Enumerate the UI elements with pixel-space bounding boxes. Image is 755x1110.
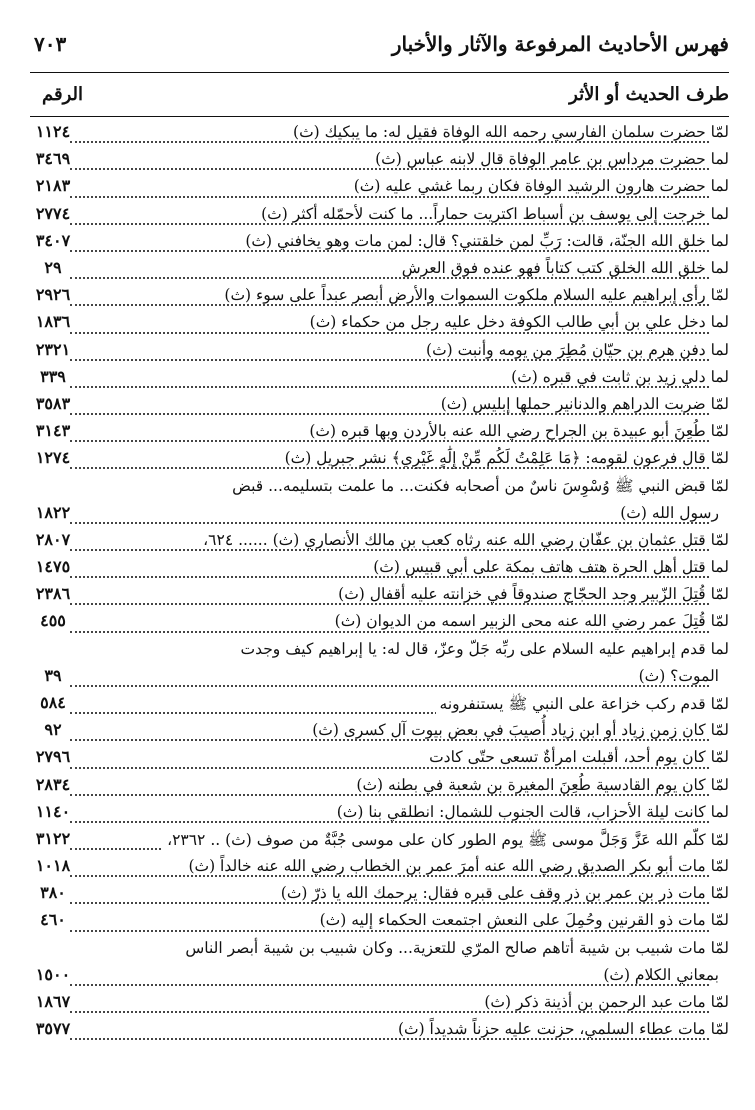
index-entry xyxy=(30,122,729,149)
page-number: ٧٠٣ xyxy=(34,32,67,56)
dot-leader xyxy=(70,902,709,904)
index-entry xyxy=(30,149,729,176)
entry-line xyxy=(30,312,729,339)
dot-leader xyxy=(70,821,709,823)
entry-line xyxy=(30,992,729,1019)
index-entry xyxy=(30,938,729,992)
entry-text: لمّا مات شبيب بن شيبة أتاهم صالح المرّي للتعزية... وكان شبيب بن شيبة أبصر الناس xyxy=(181,939,729,957)
entry-number: ٣٤٠٧ xyxy=(30,231,76,250)
entry-text: لمّا قال فرعون لقومه: ﴿مَا عَلِمْتُ لَكُم مِّنْ إِلَٰهٍ غَيْرِي﴾ نشر جبريل (ث) xyxy=(281,449,729,467)
index-entry xyxy=(30,557,729,584)
running-header xyxy=(30,30,729,62)
entry-text: لما خلق الله الخلق كتب كتاباً فهو عنده فوق العرش xyxy=(398,259,729,277)
entry-number: ١٤٧٥ xyxy=(30,557,76,576)
entry-number: ٢٧٧٤ xyxy=(30,204,76,223)
entry-number: ٢١٨٣ xyxy=(30,176,76,195)
index-entry xyxy=(30,176,729,203)
entry-number: ٢٨٣٤ xyxy=(30,775,76,794)
entry-text: لمّا قتل عثمان بن عفّان رضي الله عنه رثاه كعب بن مالك الأنصاري (ث) ...... ٦٢٤، xyxy=(199,531,729,549)
entry-line xyxy=(30,340,729,367)
entry-number: ٢٣٢١ xyxy=(30,340,76,359)
index-entry xyxy=(30,1019,729,1046)
entry-text: لما دلي زيد بن ثابت في قبره (ث) xyxy=(507,368,729,386)
entry-number: ٢٩٢٦ xyxy=(30,285,76,304)
entry-number: ١٢٧٤ xyxy=(30,448,76,467)
dot-leader xyxy=(70,984,709,986)
column-header-number: الرقم xyxy=(42,84,84,105)
entry-line xyxy=(30,421,729,448)
entry-line xyxy=(30,530,729,557)
index-entry xyxy=(30,747,729,774)
index-entry xyxy=(30,285,729,312)
entry-line xyxy=(30,747,729,774)
entry-text: لمّا كان يوم القادسية طُعِنَ المغيرة بن شعبة في بطنه (ث) xyxy=(352,776,729,794)
entry-line xyxy=(30,965,729,992)
entry-text: لما دفن هرم بن حيّان مُطِرَ من يومه وأنبت (ث) xyxy=(422,341,729,359)
entry-number: ١١٢٤ xyxy=(30,122,76,141)
index-entry xyxy=(30,693,729,720)
entry-text: لمّا مات أبو بكر الصديق رضي الله عنه أمرَ عمر بن الخطاب رضي الله عنه خالداً (ث) xyxy=(184,857,729,875)
index-entry xyxy=(30,340,729,367)
entry-line xyxy=(30,448,729,475)
entry-text: لمّا مات عطاء السلمي، حزنت عليه حزناً شديداً (ث) xyxy=(394,1020,729,1038)
entry-line xyxy=(30,394,729,421)
entry-number: ٣١٢٢ xyxy=(30,829,76,848)
entry-text: لمّا كان زمن زياد أو ابن زياد أُصيبَ في بعض بيوت آل كسرى (ث) xyxy=(308,721,729,739)
entry-line xyxy=(30,149,729,176)
dot-leader xyxy=(70,1011,709,1013)
index-entry xyxy=(30,312,729,339)
entry-text: رسول الله (ث) xyxy=(616,504,719,522)
entry-text: لما قتل أهل الحرة هتف هاتف بمكة على أبي قبيس (ث) xyxy=(369,558,729,576)
dot-leader xyxy=(70,168,709,170)
entry-number: ٤٦٠ xyxy=(30,910,76,929)
entry-text: لمّا ضربت الدراهم والدنانير حملها إبليس (ث) xyxy=(437,395,729,413)
entry-text: لمّا قُتِلَ عمر رضي الله عنه محى الزبير اسمه من الديوان (ث) xyxy=(331,612,729,630)
dot-leader xyxy=(70,332,709,334)
entry-text: لمّا كلّم الله عَزَّ وَجَلَّ موسى ﷺ يوم الطور كان على موسى جُبَّةٌ من صوف (ث) .. ٢٣٦٢، xyxy=(163,830,729,853)
entry-text: لما خرجت إلى يوسف بن أسباط اكتريت حماراً... ما كنت لأحمّله أكثر (ث) xyxy=(257,205,729,223)
entry-line xyxy=(30,883,729,910)
entry-text: لما خلق الله الجنّة، قالت: رَبِّ لمن خلقتني؟ قال: لمن مات وهو يخافني (ث) xyxy=(241,232,729,250)
entry-number: ١٠١٨ xyxy=(30,856,76,875)
entry-number: ١٥٠٠ xyxy=(30,965,76,984)
index-entry xyxy=(30,584,729,611)
dot-leader xyxy=(70,141,709,143)
entry-number: ٢٩ xyxy=(30,258,76,277)
entry-number: ٣٨٠ xyxy=(30,883,76,902)
entry-text: لمّا طُعِنَ أبو عبيدة بن الجراح رضي الله عنه بالأردن وبها قبره (ث) xyxy=(305,422,729,440)
entry-line xyxy=(30,720,729,747)
entry-number: ٣١٤٣ xyxy=(30,421,76,440)
index-entry xyxy=(30,258,729,285)
entry-line xyxy=(30,856,729,883)
dot-leader xyxy=(70,277,709,279)
entry-text: لمّا مات ذو القرنين وحُمِلَ على النعش اجتمعت الحكماء إليه (ث) xyxy=(316,911,729,929)
entry-line xyxy=(30,285,729,312)
entry-line xyxy=(30,693,729,720)
entry-line xyxy=(30,231,729,258)
dot-leader xyxy=(70,467,709,469)
index-entry xyxy=(30,720,729,747)
entry-text: الموت؟ (ث) xyxy=(635,667,719,685)
index-entry xyxy=(30,802,729,829)
entry-number: ١١٤٠ xyxy=(30,802,76,821)
entry-text: لمّا قُتِلَ الزّبير وجد الحجّاج صندوقاً في خزانته عليه أقفال (ث) xyxy=(334,585,729,603)
index-entry xyxy=(30,367,729,394)
entry-text: لمّا رأى إبراهيم عليه السلام ملكوت السموات والأرض أبصر عبداً على سوء (ث) xyxy=(220,286,729,304)
index-entry xyxy=(30,231,729,258)
dot-leader xyxy=(70,1038,709,1040)
dot-leader xyxy=(70,794,709,796)
entry-number: ٣٥٨٣ xyxy=(30,394,76,413)
dot-leader xyxy=(70,223,709,225)
dot-leader xyxy=(70,522,709,524)
entry-line xyxy=(30,1019,729,1046)
entry-text: لما حضرت مرداس بن عامر الوفاة قال لابنه عباس (ث) xyxy=(371,150,729,168)
entry-text: لمّا قبض النبي ﷺ وُسْوِسَ ناسٌ من أصحابه فكنت... ما علمت بتسليمه... قبض xyxy=(228,476,729,499)
index-entry xyxy=(30,910,729,937)
entry-line xyxy=(30,775,729,802)
entry-line xyxy=(30,204,729,231)
index-entry xyxy=(30,448,729,475)
dot-leader xyxy=(70,413,709,415)
index-entry xyxy=(30,883,729,910)
entry-line xyxy=(30,829,729,856)
index-entries xyxy=(30,122,729,1046)
dot-leader xyxy=(70,767,709,769)
index-entry xyxy=(30,639,729,693)
entry-line xyxy=(30,938,729,965)
entry-line xyxy=(30,176,729,203)
entry-number: ٩٢ xyxy=(30,720,76,739)
entry-text: لما دخل علي بن أبي طالب الكوفة دخل عليه رجل من حكماء (ث) xyxy=(306,313,729,331)
dot-leader xyxy=(70,685,709,687)
entry-text: لما كانت ليلة الأحزاب، قالت الجنوب للشمال: انطلقي بنا (ث) xyxy=(333,803,729,821)
entry-line xyxy=(30,666,729,693)
entry-number: ٣٣٩ xyxy=(30,367,76,386)
index-entry xyxy=(30,530,729,557)
dot-leader xyxy=(70,930,709,932)
entry-number: ٥٨٤ xyxy=(30,693,76,712)
column-headers xyxy=(30,84,729,112)
dot-leader xyxy=(70,196,709,198)
dot-leader xyxy=(70,576,709,578)
entry-number: ٤٥٥ xyxy=(30,611,76,630)
entry-number: ٣٤٦٩ xyxy=(30,149,76,168)
entry-line xyxy=(30,503,729,530)
entry-line xyxy=(30,802,729,829)
entry-line xyxy=(30,584,729,611)
entry-line xyxy=(30,557,729,584)
entry-number: ١٨٢٢ xyxy=(30,503,76,522)
index-entry xyxy=(30,856,729,883)
index-entry xyxy=(30,475,729,529)
header-rule xyxy=(30,72,729,73)
column-header-rule xyxy=(30,116,729,117)
entry-line xyxy=(30,910,729,937)
entry-number: ١٨٦٧ xyxy=(30,992,76,1011)
dot-leader xyxy=(70,739,709,741)
index-entry xyxy=(30,204,729,231)
entry-number: ٢٧٩٦ xyxy=(30,747,76,766)
index-entry xyxy=(30,775,729,802)
dot-leader xyxy=(70,386,709,388)
entry-number: ٢٨٠٧ xyxy=(30,530,76,549)
dot-leader xyxy=(70,875,709,877)
dot-leader xyxy=(70,304,709,306)
index-entry xyxy=(30,394,729,421)
entry-text: لمّا كان يوم أحد، أقبلت امرأةٌ تسعى حتّى كادت xyxy=(425,748,729,766)
entry-number: ١٨٣٦ xyxy=(30,312,76,331)
dot-leader xyxy=(70,549,709,551)
index-entry xyxy=(30,421,729,448)
index-entry xyxy=(30,611,729,638)
dot-leader xyxy=(70,440,709,442)
entry-line xyxy=(30,258,729,285)
entry-line xyxy=(30,639,729,666)
running-title: فهرس الأحاديث المرفوعة والآثار والأخبار xyxy=(391,32,729,56)
entry-number: ٣٥٧٧ xyxy=(30,1019,76,1038)
entry-text: لمّا مات ذر بن عمر بن ذر وقف على قبره فقال: يرحمك الله يا ذرّ (ث) xyxy=(277,884,729,902)
entry-number: ٣٩ xyxy=(30,666,76,685)
entry-line xyxy=(30,367,729,394)
entry-line xyxy=(30,122,729,149)
entry-line xyxy=(30,611,729,638)
dot-leader xyxy=(70,250,709,252)
column-header-topic: طرف الحديث أو الأثر xyxy=(569,84,729,105)
entry-line xyxy=(30,475,729,502)
entry-text: لمّا قدم ركب خزاعة على النبي ﷺ يستنفرونه xyxy=(436,694,729,717)
entry-text: لما قدم إبراهيم عليه السلام على ربِّه جَلّ وعزّ، قال له: يا إبراهيم كيف وجدت xyxy=(237,640,730,658)
entry-text: لمّا مات عبد الرحمن بن أذينة ذكر (ث) xyxy=(480,993,729,1011)
index-entry xyxy=(30,829,729,856)
dot-leader xyxy=(70,631,709,633)
entry-text: بمعاني الكلام (ث) xyxy=(599,966,719,984)
entry-number: ٢٣٨٦ xyxy=(30,584,76,603)
index-entry xyxy=(30,992,729,1019)
dot-leader xyxy=(70,603,709,605)
entry-text: لما حضرت هارون الرشيد الوفاة فكان ربما غشي عليه (ث) xyxy=(350,177,729,195)
entry-text: لمّا حضرت سلمان الفارسي رحمه الله الوفاة فقيل له: ما يبكيك (ث) xyxy=(289,123,729,141)
